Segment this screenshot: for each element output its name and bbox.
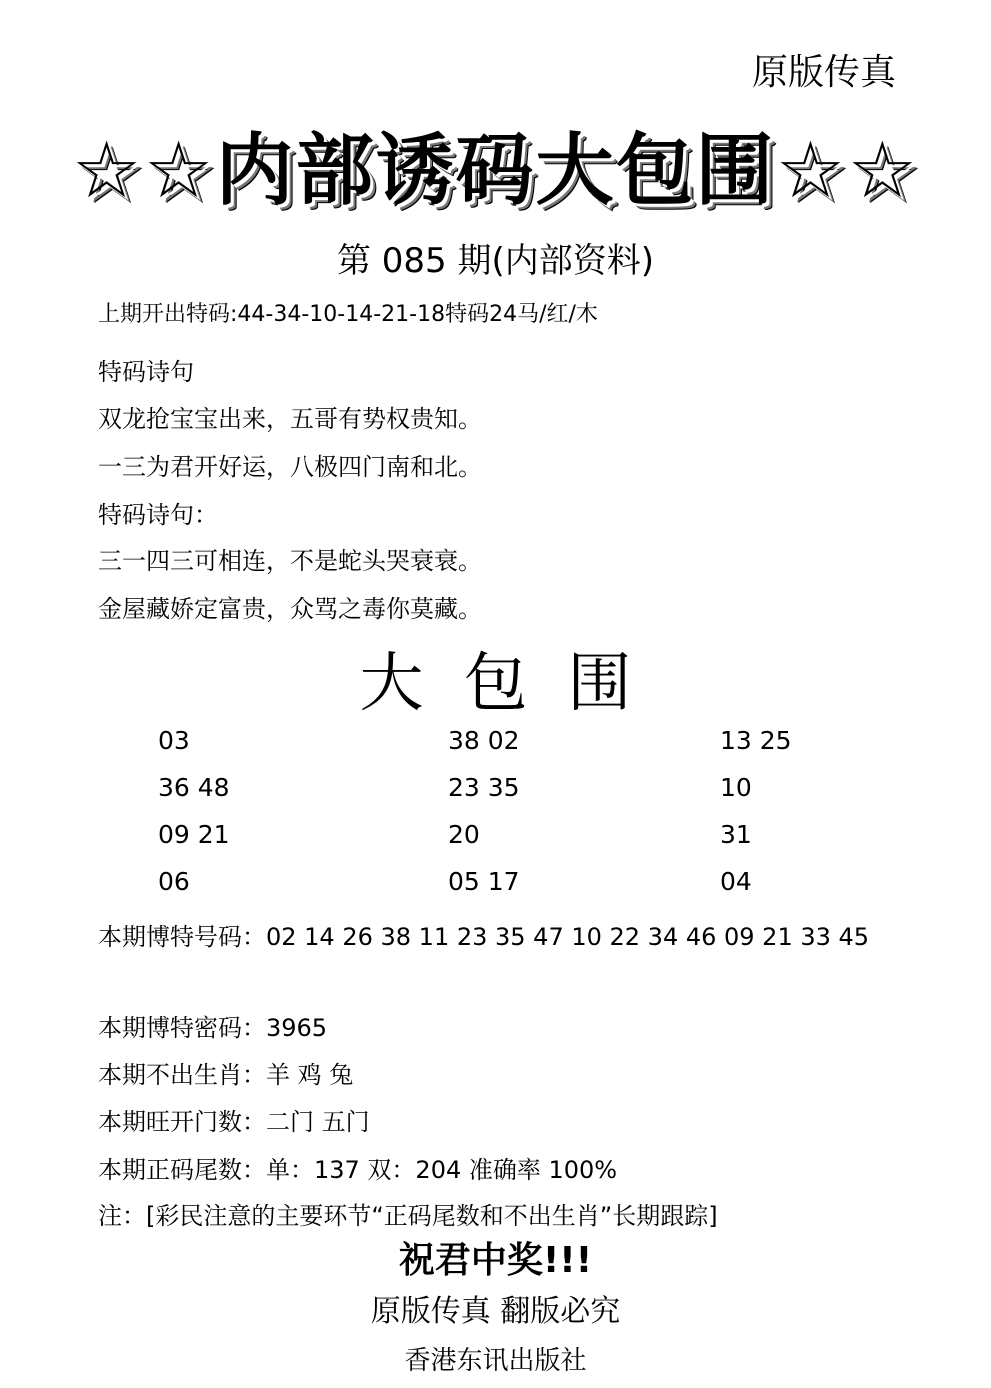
tail-numbers: 本期正码尾数：单：137 双：204 准确率 100% (98, 1156, 618, 1184)
poem-1-line-1: 双龙抢宝宝出来，五哥有势权贵知。 (98, 405, 482, 433)
poem-2-line-2: 金屋藏娇定富贵，众骂之毒你莫藏。 (98, 595, 482, 623)
grid-cell: 20 (448, 820, 480, 849)
grid-cell: 09 21 (158, 820, 230, 849)
grid-cell: 03 (158, 726, 190, 755)
grid-cell: 23 35 (448, 773, 520, 802)
poem-1-title: 特码诗句 (98, 358, 194, 386)
last-draw-result: 上期开出特码:44-34-10-14-21-18特码24马/红/木 (98, 302, 598, 327)
grid-cell: 10 (720, 773, 752, 802)
congrats-text: 祝君中奖!!! (398, 1240, 593, 1281)
grid-cell: 05 17 (448, 867, 520, 896)
special-numbers: 本期博特号码：02 14 26 38 11 23 35 47 10 22 34 46 09 21 33 45 (98, 923, 870, 951)
poem-1-line-2: 一三为君开好运，八极四门南和北。 (98, 453, 482, 481)
grid-cell: 04 (720, 867, 752, 896)
excluded-zodiac: 本期不出生肖：羊 鸡 兔 (98, 1061, 354, 1089)
grid-cell: 38 02 (448, 726, 520, 755)
grid-cell: 36 48 (158, 773, 230, 802)
grid-cell: 13 25 (720, 726, 792, 755)
top-right-label: 原版传真 (751, 52, 896, 93)
poem-2-title: 特码诗句： (98, 501, 218, 529)
publisher-name: 香港东讯出版社 (404, 1346, 587, 1376)
grid-cell: 06 (158, 867, 190, 896)
secret-code: 本期博特密码：3965 (98, 1014, 328, 1042)
note: 注：[彩民注意的主要环节“正码尾数和不出生肖”长期跟踪] (98, 1202, 718, 1230)
copyright-text: 原版传真 翻版必究 (370, 1294, 621, 1329)
grid-cell: 31 (720, 820, 752, 849)
section-heading: 大包围 (359, 647, 672, 721)
poem-2-line-1: 三一四三可相连，不是蛇头哭衰衰。 (98, 547, 482, 575)
page-title: ☆☆内部诱码大包围☆☆ (71, 126, 920, 216)
issue-number: 第 085 期(内部资料) (336, 241, 655, 281)
hot-gates: 本期旺开门数：二门 五门 (98, 1108, 370, 1136)
